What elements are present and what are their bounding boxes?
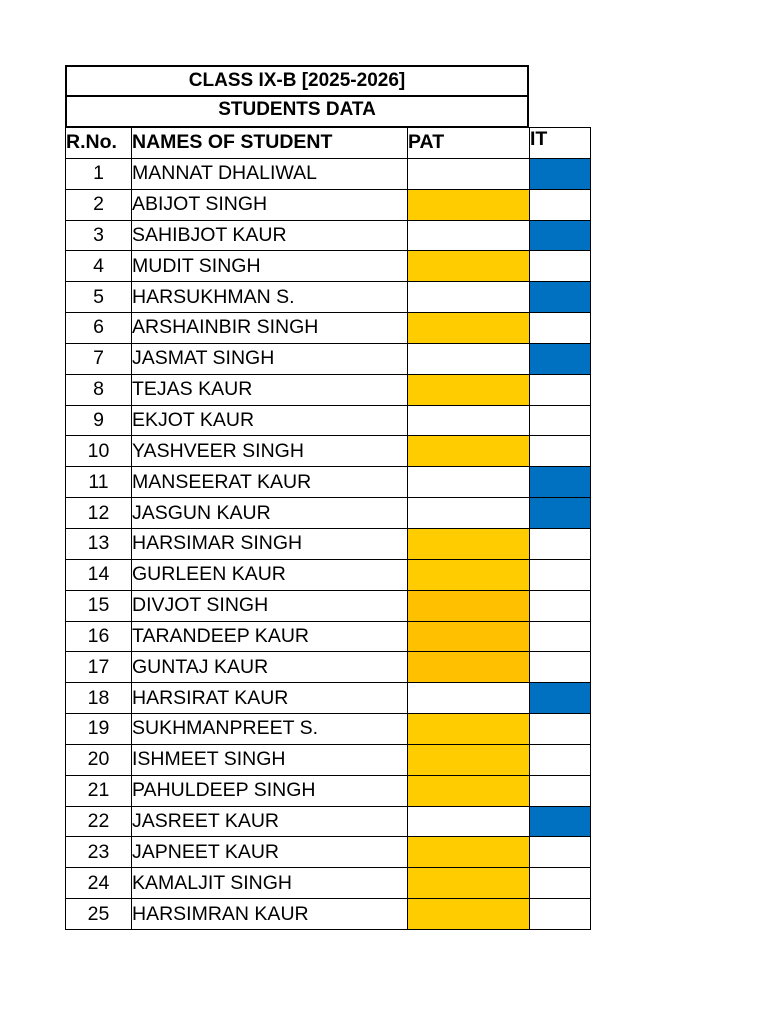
cell-it[interactable] [530, 559, 591, 590]
cell-it[interactable] [530, 374, 591, 405]
cell-it[interactable] [530, 436, 591, 467]
table-row [66, 528, 591, 559]
cell-student-name[interactable]: TARANDEEP KAUR [132, 621, 408, 652]
table-row [66, 621, 591, 652]
table-row [66, 714, 591, 745]
cell-rno[interactable]: 12 [66, 498, 132, 529]
cell-student-name[interactable]: KAMALJIT SINGH [132, 868, 408, 899]
cell-pat[interactable] [408, 528, 530, 559]
table-row [66, 220, 591, 251]
table-row [66, 899, 591, 930]
cell-it[interactable] [530, 282, 591, 313]
cell-rno[interactable]: 2 [66, 189, 132, 220]
cell-it[interactable] [530, 158, 591, 189]
cell-student-name[interactable]: JASGUN KAUR [132, 498, 408, 529]
cell-rno[interactable]: 5 [66, 282, 132, 313]
sheet-subtitle: STUDENTS DATA [65, 95, 529, 128]
cell-it[interactable] [530, 837, 591, 868]
cell-pat[interactable] [408, 744, 530, 775]
cell-pat[interactable] [408, 714, 530, 745]
table-row [66, 498, 591, 529]
cell-student-name[interactable]: JAPNEET KAUR [132, 837, 408, 868]
cell-pat[interactable] [408, 775, 530, 806]
cell-pat[interactable] [408, 590, 530, 621]
table-row [66, 282, 591, 313]
cell-it[interactable] [530, 621, 591, 652]
sheet-title: CLASS IX-B [2025-2026] [65, 65, 529, 97]
cell-rno[interactable]: 3 [66, 220, 132, 251]
cell-rno[interactable]: 20 [66, 744, 132, 775]
cell-rno[interactable]: 8 [66, 374, 132, 405]
cell-pat[interactable] [408, 559, 530, 590]
cell-pat[interactable] [408, 467, 530, 498]
cell-pat[interactable] [408, 343, 530, 374]
cell-rno[interactable]: 7 [66, 343, 132, 374]
cell-student-name[interactable]: SAHIBJOT KAUR [132, 220, 408, 251]
table-row [66, 158, 591, 189]
cell-pat[interactable] [408, 313, 530, 344]
cell-rno[interactable]: 10 [66, 436, 132, 467]
cell-it[interactable] [530, 899, 591, 930]
cell-it[interactable] [530, 590, 591, 621]
cell-it[interactable] [530, 806, 591, 837]
cell-student-name[interactable]: HARSUKHMAN S. [132, 282, 408, 313]
cell-student-name[interactable]: PAHULDEEP SINGH [132, 775, 408, 806]
table-row [66, 251, 591, 282]
cell-rno[interactable]: 6 [66, 313, 132, 344]
cell-it[interactable] [530, 467, 591, 498]
column-header-rno[interactable]: R.No. [66, 128, 132, 159]
cell-pat[interactable] [408, 374, 530, 405]
cell-student-name[interactable]: JASREET KAUR [132, 806, 408, 837]
cell-rno[interactable]: 4 [66, 251, 132, 282]
cell-it[interactable] [530, 189, 591, 220]
header-row [66, 128, 591, 159]
table-row [66, 806, 591, 837]
table-row [66, 436, 591, 467]
cell-it[interactable] [530, 652, 591, 683]
cell-pat[interactable] [408, 899, 530, 930]
cell-student-name[interactable]: TEJAS KAUR [132, 374, 408, 405]
table-row [66, 744, 591, 775]
cell-student-name[interactable]: MANSEERAT KAUR [132, 467, 408, 498]
cell-student-name[interactable]: ABIJOT SINGH [132, 189, 408, 220]
cell-pat[interactable] [408, 189, 530, 220]
column-header-name[interactable]: NAMES OF STUDENT [132, 128, 408, 159]
cell-it[interactable] [530, 714, 591, 745]
table-row [66, 837, 591, 868]
cell-student-name[interactable]: ARSHAINBIR SINGH [132, 313, 408, 344]
cell-pat[interactable] [408, 282, 530, 313]
table-row [66, 405, 591, 436]
cell-it[interactable] [530, 528, 591, 559]
cell-rno[interactable]: 21 [66, 775, 132, 806]
cell-student-name[interactable]: SUKHMANPREET S. [132, 714, 408, 745]
table-row [66, 683, 591, 714]
cell-rno[interactable]: 17 [66, 652, 132, 683]
cell-it[interactable] [530, 343, 591, 374]
table-row [66, 590, 591, 621]
cell-student-name[interactable]: JASMAT SINGH [132, 343, 408, 374]
cell-pat[interactable] [408, 436, 530, 467]
cell-it[interactable] [530, 683, 591, 714]
cell-rno[interactable]: 16 [66, 621, 132, 652]
table-row [66, 189, 591, 220]
cell-pat[interactable] [408, 220, 530, 251]
table-row [66, 313, 591, 344]
cell-it[interactable] [530, 775, 591, 806]
cell-it[interactable] [530, 498, 591, 529]
cell-rno[interactable]: 15 [66, 590, 132, 621]
cell-it[interactable] [530, 744, 591, 775]
table-row [66, 374, 591, 405]
cell-pat[interactable] [408, 652, 530, 683]
table-row [66, 559, 591, 590]
cell-pat[interactable] [408, 837, 530, 868]
students-table-body [66, 158, 591, 929]
cell-rno[interactable]: 11 [66, 467, 132, 498]
cell-rno[interactable]: 14 [66, 559, 132, 590]
cell-pat[interactable] [408, 683, 530, 714]
cell-rno[interactable]: 19 [66, 714, 132, 745]
cell-student-name[interactable]: YASHVEER SINGH [132, 436, 408, 467]
cell-it[interactable] [530, 405, 591, 436]
cell-rno[interactable]: 23 [66, 837, 132, 868]
cell-student-name[interactable]: HARSIMAR SINGH [132, 528, 408, 559]
table-row [66, 343, 591, 374]
cell-student-name[interactable]: HARSIRAT KAUR [132, 683, 408, 714]
cell-student-name[interactable]: MUDIT SINGH [132, 251, 408, 282]
cell-it[interactable] [530, 313, 591, 344]
students-table [65, 127, 591, 930]
cell-it[interactable] [530, 868, 591, 899]
column-header-it[interactable]: IT [530, 128, 591, 159]
cell-pat[interactable] [408, 806, 530, 837]
cell-rno[interactable]: 1 [66, 158, 132, 189]
cell-rno[interactable]: 25 [66, 899, 132, 930]
cell-student-name[interactable]: HARSIMRAN KAUR [132, 899, 408, 930]
cell-rno[interactable]: 22 [66, 806, 132, 837]
cell-it[interactable] [530, 220, 591, 251]
table-row [66, 868, 591, 899]
cell-pat[interactable] [408, 405, 530, 436]
cell-rno[interactable]: 9 [66, 405, 132, 436]
cell-pat[interactable] [408, 868, 530, 899]
column-header-pat[interactable]: PAT [408, 128, 530, 159]
cell-rno[interactable]: 13 [66, 528, 132, 559]
table-row [66, 652, 591, 683]
table-row [66, 467, 591, 498]
cell-pat[interactable] [408, 251, 530, 282]
cell-it[interactable] [530, 251, 591, 282]
cell-student-name[interactable]: MANNAT DHALIWAL [132, 158, 408, 189]
cell-rno[interactable]: 18 [66, 683, 132, 714]
table-row [66, 775, 591, 806]
cell-student-name[interactable]: EKJOT KAUR [132, 405, 408, 436]
cell-pat[interactable] [408, 498, 530, 529]
cell-student-name[interactable]: GUNTAJ KAUR [132, 652, 408, 683]
cell-student-name[interactable]: GURLEEN KAUR [132, 559, 408, 590]
cell-pat[interactable] [408, 158, 530, 189]
cell-pat[interactable] [408, 621, 530, 652]
cell-rno[interactable]: 24 [66, 868, 132, 899]
cell-student-name[interactable]: ISHMEET SINGH [132, 744, 408, 775]
cell-student-name[interactable]: DIVJOT SINGH [132, 590, 408, 621]
